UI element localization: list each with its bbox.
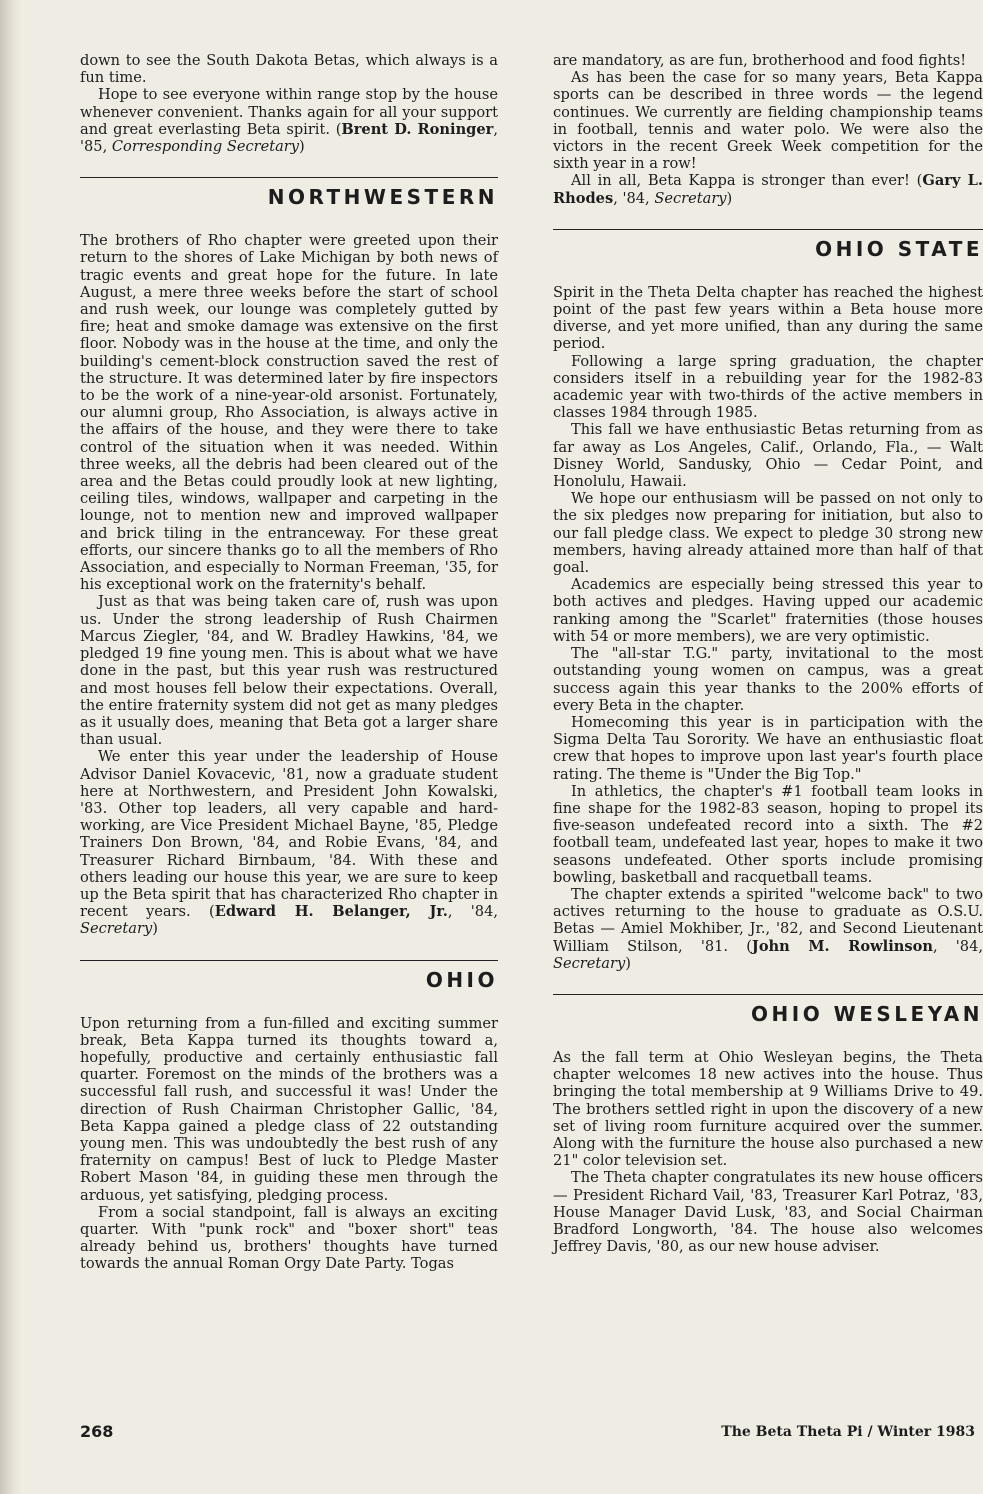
northwestern-paragraph-3: We enter this year under the leadership of House Advisor Daniel Kovacevic, '81, now a graduate student here at Northwestern, and President John Kowalski, '83. Other top leaders, all very capable and hard-working, are Vice President Michael Bayne, '85, Pledge Trainers Don Brown, '84, and Robie Evans, '84, and Treasurer Richard Birnbaum, '84. With these and others leading our house this year, we are sure to keep up the Beta spirit that has characterized Rho chapter in recent years. (Edward H. Belanger, Jr., '84, Secretary) (80, 748, 498, 938)
northwestern-signature-name: Edward H. Belanger, Jr. (214, 903, 448, 921)
ohio-signature-role: Secretary (654, 189, 727, 207)
ohio-state-signature-detail: , '84, (932, 937, 983, 955)
intro-paragraph-2-text: Hope to see everyone within range stop by the house whenever convenient. Thanks again for all your support and great everlasting Beta spirit. (80, 86, 498, 138)
northwestern-paragraph-3-text: We enter this year under the leadership of House Advisor Daniel Kovacevic, '81, now a graduate student here at Northwestern, and President John Kowalski, '83. Other top leaders, all very capable and hard-working, are Vice President Michael Bayne, '85, Pledge Trainers Don Brown, '84, and Robie Evans, '84, and Treasurer Richard Birnbaum, '84. With these and others leading our house this year, we are sure to keep up the Beta spirit that has characterized Rho chapter in recent years. (80, 748, 498, 921)
ohio-continued-paragraph-1: are mandatory, as are fun, brotherhood and food fights! (553, 52, 967, 69)
ohio-wesleyan-paragraph-2: The Theta chapter congratulates its new house officers — President Richard Vail, '83, Treasurer Karl Potraz, '83, House Manager David Lusk, '83, and Social Chairman Bradford Longworth, '84. The house also welcomes Jeffrey Davis, '80, as our new house adviser. (553, 1169, 983, 1256)
ohio-continued-paragraph-3-text: All in all, Beta Kappa is stronger than ever! (571, 172, 910, 190)
ohio-wesleyan-header (553, 994, 983, 1027)
ohio-paragraph-1: Upon returning from a fun-filled and exciting summer break, Beta Kappa turned its thoughts toward a, hopefully, productive and certainly enthusiastic fall quarter. Foremost on the minds of the brothers was a successful fall rush, and successful it was! Under the direction of Rush Chairman Christopher Gallic, '84, Beta Kappa gained a pledge class of 22 outstanding young men. This was undoubtedly the best rush of any fraternity on campus! Best of luck to Pledge Master Robert Mason '84, in guiding these men through the arduous, yet satisfying, pledging process. (80, 1014, 498, 1204)
northwestern-paragraph-1: The brothers of Rho chapter were greeted upon their return to the shores of Lake Michigan by both news of tragic events and great hope for the future. In late August, a mere three weeks before the start of school and rush week, our lounge was completely gutted by fire; heat and smoke damage was extensive on the first floor. Nobody was in the house at the time, and only the building's cement-block construction saved the rest of the structure. It was determined later by fire inspectors to be the work of a nine-year-old arsonist. Fortunately, our alumni group, Rho Association, is always active in the affairs of the house, and they were there to take control of the situation when it was needed. Within three weeks, all the debris had been cleared out of the area and the Betas could proudly look at new lighting, ceiling tiles, windows, wallpaper and carpeting in the lounge, not to mention new and improved wallpaper and brick tiling in the entranceway. For these great efforts, our sincere thanks go to all the members of Rho Association, and especially to Norman Freeman, '35, for his exceptional work on the fraternity's behalf. (80, 232, 498, 594)
ohio-wesleyan-title: OHIO WESLEYAN (751, 1001, 983, 1026)
page-number: 268 (80, 1422, 114, 1441)
ohio-continued-paragraph-2: As has been the case for so many years, Beta Kappa sports can be described in three words — the legend continues. We currently are fielding championship teams in football, tennis and water polo. We were also the victors in the recent Greek Week competition for the sixth year in a row! (553, 69, 983, 173)
ohio-continued-paragraph-3: All in all, Beta Kappa is stronger than ever! (Gary L. Rhodes, '84, Secretary) (553, 172, 983, 207)
northwestern-rule (80, 177, 498, 178)
page-binding-edge (0, 0, 22, 1494)
intro-paragraph-1: down to see the South Dakota Betas, which always is a fun time. (80, 52, 498, 87)
ohio-state-paragraph-6: The "all-star T.G." party, invitational to the most outstanding young women on campus, was a great success again this year thanks to the 200% efforts of every Beta in the chapter. (553, 645, 983, 714)
northwestern-title: NORTHWESTERN (267, 185, 498, 210)
intro-signature-role: Corresponding Secretary (111, 138, 300, 156)
northwestern-signature-detail: , '84, (447, 903, 498, 921)
ohio-rule (80, 960, 498, 961)
ohio-state-paragraph-1: Spirit in the Theta Delta chapter has reached the highest point of the past few years within a Beta house more diverse, and yet more unified, than any during the same period. (553, 283, 983, 353)
intro-signature-detail: , '85, (80, 120, 499, 156)
ohio-state-paragraph-2: Following a large spring graduation, the chapter considers itself in a rebuilding year for the 1982-83 academic year with two-thirds of the active members in classes 1984 through 1985. (553, 352, 983, 422)
ohio-signature-detail: , '84, (613, 189, 655, 207)
ohio-state-title: OHIO STATE (815, 236, 983, 261)
intro-paragraph-2: Hope to see everyone within range stop by the house whenever convenient. Thanks again for all your support and great everlasting Beta spirit. (Brent D. Roninger, '85, Corresponding Secretary) (80, 86, 499, 156)
ohio-paragraph-2: From a social standpoint, fall is always an exciting quarter. With "punk rock" and "boxer short" teas already behind us, brothers' thoughts have turned towards the annual Roman Orgy Date Party. Togas (80, 1203, 498, 1273)
northwestern-paragraph-2: Just as that was being taken care of, rush was upon us. Under the strong leadership of Rush Chairmen Marcus Ziegler, '84, and W. Bradley Hawkins, '84, we pledged 19 fine young men. This is about what we have done in the past, but this year rush was restructured and most houses fell below their expectations. Overall, the entire fraternity system did not get as many pledges as it usually does, meaning that Beta got a larger share than usual. (80, 593, 498, 749)
ohio-signature-name: Gary L. Rhodes (553, 172, 983, 207)
ohio-state-signature-name: John M. Rowlinson (751, 937, 933, 955)
ohio-wesleyan-rule (553, 994, 983, 995)
northwestern-header (80, 177, 498, 210)
ohio-header (80, 960, 498, 993)
publication-footer: The Beta Theta Pi / Winter 1983 (721, 1424, 975, 1440)
ohio-state-paragraph-5: Academics are especially being stressed this year to both actives and pledges. Having upped our academic ranking among the "Scarlet" fraternities (those houses with 54 or more members), we are very optimistic. (553, 576, 983, 645)
left-column (80, 52, 498, 1273)
ohio-state-signature-role: Secretary (553, 954, 626, 972)
ohio-state-paragraph-9: The chapter extends a spirited "welcome back" to two actives returning to the house to graduate as O.S.U. Betas — Amiel Mokhiber, Jr., '82, and Second Lieutenant William Stilson, '81. (John M. Rowlinson, '84, Secretary) (553, 885, 983, 972)
intro-signature-name: Brent D. Roninger (341, 120, 494, 138)
ohio-state-paragraph-9-text: The chapter extends a spirited "welcome back" to two actives returning to the house to graduate as O.S.U. Betas — Amiel Mokhiber, Jr., '82, and Second Lieutenant William Stilson, '81. (553, 885, 983, 955)
right-column (553, 52, 983, 1255)
ohio-state-header (553, 229, 983, 262)
ohio-state-paragraph-7: Homecoming this year is in participation with the Sigma Delta Tau Sorority. We have an enthusiastic float crew that hopes to improve upon last year's fourth place rating. The theme is "Under the Big Top." (553, 713, 983, 783)
ohio-state-rule (553, 229, 983, 230)
ohio-state-paragraph-4: We hope our enthusiasm will be passed on not only to the six pledges now preparing for initiation, but also to our fall pledge class. We expect to pledge 30 strong new members, having already attained more than half of that goal. (553, 490, 983, 577)
ohio-wesleyan-paragraph-1: As the fall term at Ohio Wesleyan begins, the Theta chapter welcomes 18 new actives into the house. Thus bringing the total membership at 9 Williams Drive to 49. The brothers settled right in upon the discovery of a new set of living room furniture acquired over the summer. Along with the furniture the house also purchased a new 21" color television set. (553, 1048, 983, 1170)
northwestern-signature-role: Secretary (80, 920, 153, 938)
ohio-state-paragraph-8: In athletics, the chapter's #1 football team looks in fine shape for the 1982-83 season, hoping to propel its five-season undefeated record into a sixth. The #2 football team, undefeated last year, hopes to make it two seasons undefeated. Other sports include promising bowling, basketball and racquetball teams. (553, 782, 983, 886)
ohio-state-paragraph-3: This fall we have enthusiastic Betas returning from as far away as Los Angeles, Calif., Orlando, Fla., — Walt Disney World, Sandusky, Ohio — Cedar Point, and Honolulu, Hawaii. (553, 421, 983, 491)
ohio-title: OHIO (425, 967, 498, 992)
